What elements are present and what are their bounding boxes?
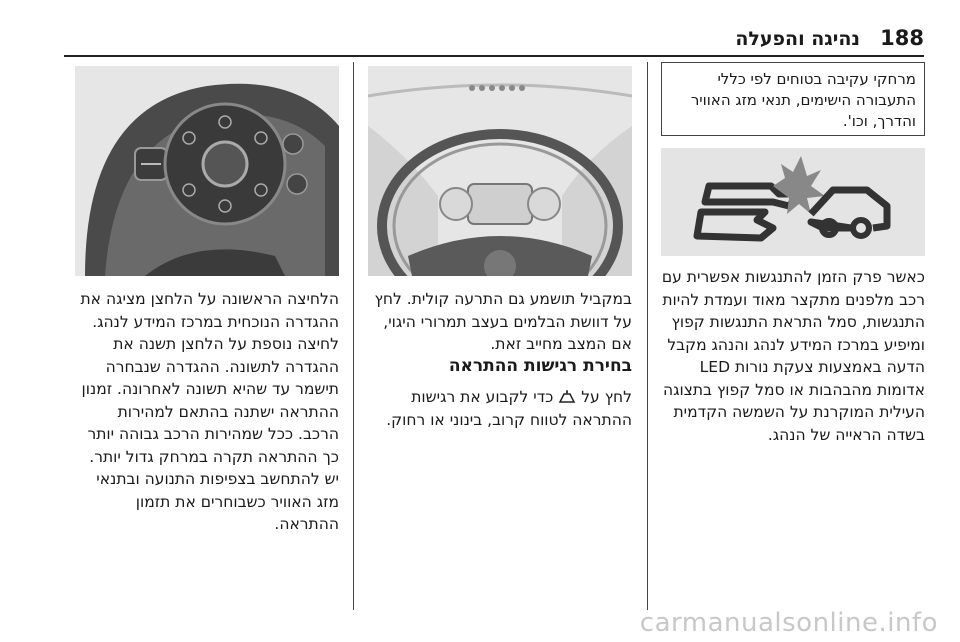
middle-paragraph-2: [368, 386, 632, 431]
steering-controls-figure: [75, 66, 339, 276]
page-header: [0, 26, 960, 52]
left-paragraph: הלחיצה הראשונה על הלחצן מציגה את ההגדרה הנוכחית במרכז המידע לנהג. לחיצה נוספת על הלחצן תשנה את ההגדרה לתשונה. ההגדרה שנבחרה תישמר עד שהיא תשונה לאחרונה. זמנון ההתראה ישתנה בהתאם למהירות הרכב. ככל שמהירות הרכב גבוהה יותר כך ההתראה תקרה במרחק גדול יותר. יש להתחשב בצפיפות התנועה ובתנאי מזג האוויר כשבוחרים את תזמון ההתראה.: [80, 290, 339, 533]
collision-warning-paragraph: כאשר פרק הזמן להתנגשות אפשרית עם רכב מלפנים מתקצר מאוד ועמדת להיות התנגשות, סמל התראת התנגשות קפוץ ומיפיע במרכז המידע לנהג והנהג מקבל הדעה באמצעות צעקת נורות LED אדומות מהבהבות או סמל קפוץ בתצוגה העילית המוקרנת על השמשה הקדמית בשדה הראייה של הנהג.: [661, 268, 925, 444]
note-box: מרחקי עקיבה בטוחים לפי כללי התעבורה הישימים, תנאי מזג האוויר והדרך, וכו'.: [661, 62, 925, 136]
sensitivity-button-icon: [558, 390, 576, 406]
middle-paragraph-1: במקביל תושמע גם התרעה קולית. לחץ על דוושת הבלמים בעצב תמרורי היגוי, אם המצב מחייב זאת.: [374, 290, 632, 353]
column-divider-right: [647, 62, 648, 610]
column-divider-left: [353, 62, 354, 610]
section-title: נהיגה והפעלה: [735, 28, 860, 50]
sensitivity-instruction: כדי לקבוע את רגישות ההתראה לטווח קרוב, בינוני או רחוק.: [386, 388, 632, 429]
steering-wheel-controls-icon: [75, 66, 339, 276]
collision-warning-figure: [661, 148, 925, 256]
header-rule: [64, 55, 924, 57]
dashboard-steering-view-icon: [368, 66, 632, 276]
dashboard-figure: [368, 66, 632, 276]
page-number: 188: [880, 26, 924, 50]
collision-warning-icon: [661, 148, 925, 256]
sensitivity-subheading: בחירת רגישות ההתראה: [448, 356, 632, 376]
watermark: carmanualsonline.info: [639, 608, 938, 638]
press-text: לחץ על: [581, 388, 632, 406]
